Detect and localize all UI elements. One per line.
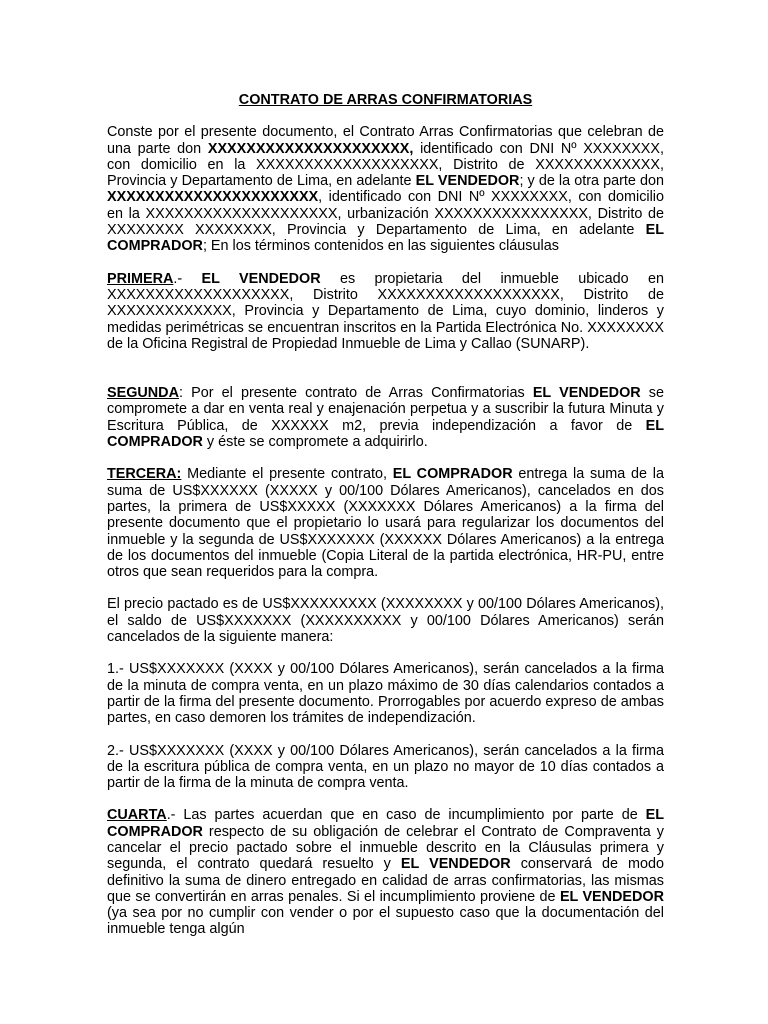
seller-label: EL VENDEDOR [532, 385, 641, 402]
payment-item-1: 1.- US$XXXXXXX (XXXX y 00/100 Dólares Americanos), serán cancelados a la firma de la minuta de compra venta, en un plazo máximo de 30 días calendarios contados a partir de la firma del presente documento. Prorrogables por acuerdo expreso de ambas partes, en caso demoren los trámites de independización. [107, 661, 664, 727]
clause-heading: SEGUNDA [107, 385, 179, 402]
clause-text: entrega la suma de la suma de US$XXXXXX (XXXXX y 00/100 Dólares Americanos), cancelados en dos partes, la primera de US$XXXXX (XXXXXXX Dólares Americanos) a la firma del presente documento que el propietario lo usará para regularizar los documentos del inmueble y la segunda de US$XXXXXXX (XXXXXX Dólares Americanos) a la entrega de los documentos del inmueble (Copia Literal de la partida electrónica, HR-PU, entre otros que sean requeridos para la compra. [107, 466, 665, 581]
seller-label: EL VENDEDOR [415, 173, 520, 190]
buyer-name: XXXXXXXXXXXXXXXXXXXXXX [107, 189, 319, 206]
clause-text: se compromete a dar en venta real y enajenación perpetua y a suscribir la futura Minuta y Escritura Pública, de XXXXXX m2, previa independización a favor de [107, 385, 664, 434]
clause-text: .- Las partes acuerdan que en caso de incumplimiento por parte de [166, 807, 646, 824]
clause-text: y éste se compromete a adquirirlo. [202, 434, 428, 451]
clause-text: Mediante el presente contrato, [181, 466, 393, 483]
clause-tercera [107, 466, 664, 580]
page-title: CONTRATO DE ARRAS CONFIRMATORIAS [238, 92, 533, 108]
seller-label: EL VENDEDOR [400, 856, 511, 873]
clause-text: es propietaria del inmueble ubicado en XXXXXXXXXXXXXXXXXXX, Distrito XXXXXXXXXXXXXXXXXXX, Distrito de XXXXXXXXXXXXX, Provincia y Departamento de Lima, cuyo dominio, linderos y medidas perimétricas se encuentran inscritos en la Partida Electrónica No. XXXXXXXX de la Oficina Registral de Propiedad Inmueble de Lima y Callao (SUNARP). [107, 270, 664, 352]
seller-name: XXXXXXXXXXXXXXXXXXXXX, [207, 140, 414, 157]
clause-heading: PRIMERA [107, 270, 174, 287]
clause-heading: TERCERA: [107, 466, 182, 483]
clause-text: : Por el presente contrato de Arras Confirmatorias [178, 385, 533, 402]
buyer-label: EL COMPRADOR [392, 466, 513, 483]
intro-paragraph [107, 124, 664, 254]
price-paragraph: El precio pactado es de US$XXXXXXXXX (XXXXXXXX y 00/100 Dólares Americanos), el saldo de US$XXXXXXX (XXXXXXXXXX y 00/100 Dólares Americanos) serán cancelados de la siguiente manera: [107, 596, 664, 646]
clause-heading: CUARTA [107, 807, 167, 824]
buyer-label: EL COMPRADOR [107, 417, 664, 451]
clause-text: respecto de su obligación de celebrar el Contrato de Compraventa y cancelar el precio pactado sobre el inmueble descrito en la Cláusulas primera y segunda, el contrato quedará resuelto y [107, 823, 664, 873]
clause-text: .- [173, 270, 202, 287]
clause-segunda [107, 385, 664, 450]
intro-text: , identificado con DNI Nº XXXXXXXX, con domicilio en la XXXXXXXXXXXXXXXXXXXX, urbanización XXXXXXXXXXXXXXXX, Distrito de XXXXXXXX XXXXXXXX, Provincia y Departamento de Lima, en adelante [107, 189, 664, 239]
buyer-label: EL COMPRADOR [107, 222, 664, 255]
intro-text: ; y de la otra parte don [519, 173, 665, 190]
seller-label: EL VENDEDOR [559, 888, 665, 905]
seller-label: EL VENDEDOR [201, 270, 321, 287]
intro-text: ; En los términos contenidos en las siguientes cláusulas [202, 238, 559, 255]
clause-text: (ya sea por no cumplir con vender o por el supuesto caso que la documentación del inmueble tenga algún [107, 905, 664, 938]
clause-cuarta [107, 807, 664, 937]
intro-text: identificado con DNI Nº XXXXXXXX, con domicilio en la XXXXXXXXXXXXXXXXXXX, Distrito de XXXXXXXXXXXXX, Provincia y Departamento de Lima, en adelante [107, 140, 664, 190]
clause-primera [107, 271, 664, 352]
intro-text: Conste por el presente documento, el Contrato Arras Confirmatorias que celebran de una parte don [107, 124, 664, 157]
clause-text: conservará de modo definitivo la suma de dinero entregado en calidad de arras confirmatorias, las mismas que se convertirán en arras penales. Si el incumplimiento proviene de [107, 856, 665, 905]
payment-item-2: 2.- US$XXXXXXX (XXXX y 00/100 Dólares Americanos), serán cancelados a la firma de la escritura pública de compra venta, en un plazo no mayor de 10 días contados a partir de la firma de la minuta de compra venta. [107, 742, 664, 792]
buyer-label: EL COMPRADOR [107, 807, 664, 840]
